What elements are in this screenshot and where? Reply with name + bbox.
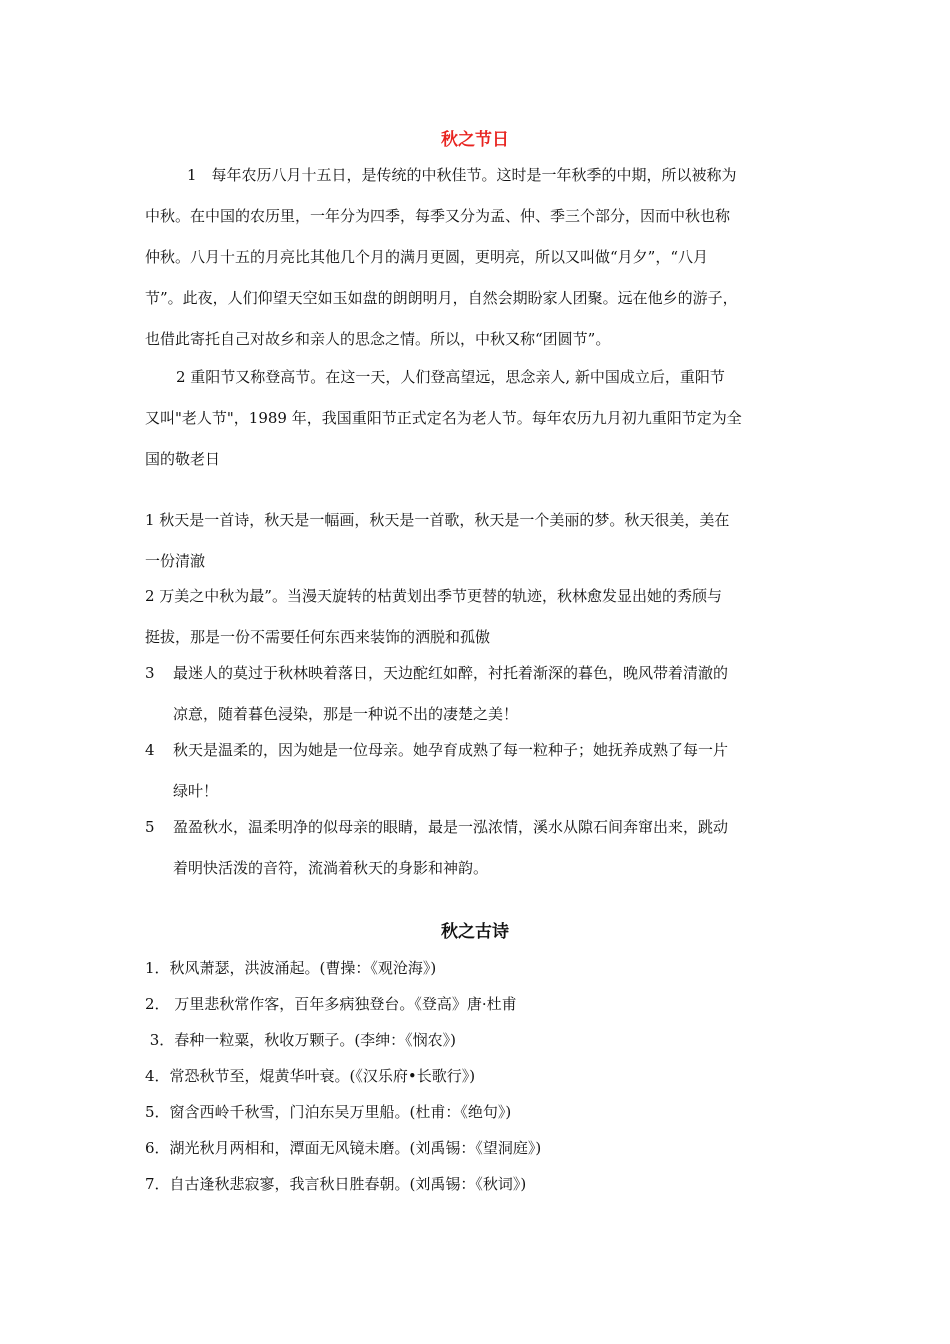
list-item-line: 2 万美之中秋为最”。当漫天旋转的枯黄划出季节更替的轨迹，秋林愈发显出她的秀颀与 (145, 587, 722, 605)
list-item-number: 4 (145, 741, 155, 759)
text-line: 2 重阳节又称登高节。在这一天，人们登高望远，思念亲人, 新中国成立后，重阳节 (176, 368, 725, 386)
poem-line: 5．窗含西岭千秋雪，门泊东吴万里船。(杜甫：《绝句》) (145, 1103, 512, 1121)
list-item-line: 绿叶！ (173, 782, 219, 800)
poem-line: 6．湖光秋月两相和，潭面无风镜未磨。(刘禹锡：《望洞庭》) (145, 1139, 542, 1157)
text-line: 仲秋。八月十五的月亮比其他几个月的满月更圆，更明亮，所以又叫做“月夕”，“八月 (145, 248, 709, 266)
list-item-number: 3 (145, 664, 155, 682)
list-item-line: 盈盈秋水，温柔明净的似母亲的眼睛，最是一泓浓情，溪水从隙石间奔窜出来，跳动 (173, 818, 729, 836)
list-item-line: 挺拔，那是一份不需要任何东西来装饰的洒脱和孤傲 (145, 628, 491, 646)
poem-line: 4．常恐秋节至，焜黄华叶衰。(《汉乐府•长歌行》) (145, 1067, 476, 1085)
text-line: 也借此寄托自己对故乡和亲人的思念之情。所以，中秋又称“团圆节”。 (145, 330, 611, 348)
poem-line: 7．自古逢秋悲寂寥，我言秋日胜春朝。(刘禹锡：《秋词》) (145, 1175, 527, 1193)
text-line: 又叫"老人节"，1989 年，我国重阳节正式定名为老人节。每年农历九月初九重阳节定为全 (145, 409, 742, 427)
poem-line: 2． 万里悲秋常作客，百年多病独登台。《登高》唐·杜甫 (145, 995, 517, 1013)
section-title-poems: 秋之古诗 (441, 922, 509, 942)
text-line: 中秋。在中国的农历里，一年分为四季，每季又分为孟、仲、季三个部分，因而中秋也称 (145, 207, 731, 225)
list-item-line: 1 秋天是一首诗，秋天是一幅画，秋天是一首歌，秋天是一个美丽的梦。秋天很美，美在 (145, 511, 730, 529)
list-item-line: 一份清澈 (145, 552, 206, 570)
poem-line: 1．秋风萧瑟，洪波涌起。(曹操：《观沧海》) (145, 959, 437, 977)
list-item-line: 秋天是温柔的，因为她是一位母亲。她孕育成熟了每一粒种子；她抚养成熟了每一片 (173, 741, 729, 759)
poem-line: 3．春种一粒粟，秋收万颗子。(李绅：《悯农》) (145, 1031, 457, 1049)
list-item-line: 最迷人的莫过于秋林映着落日，天边酡红如醉，衬托着渐深的暮色，晚风带着清澈的 (173, 664, 729, 682)
list-item-line: 着明快活泼的音符，流淌着秋天的身影和神韵。 (173, 859, 489, 877)
text-line: 1 每年农历八月十五日，是传统的中秋佳节。这时是一年秋季的中期，所以被称为 (187, 166, 737, 184)
list-item-number: 5 (145, 818, 155, 836)
section-title-festivals: 秋之节日 (441, 130, 509, 150)
text-line: 节”。此夜，人们仰望天空如玉如盘的朗朗明月，自然会期盼家人团聚。远在他乡的游子， (145, 289, 738, 307)
list-item-line: 凉意，随着暮色浸染，那是一种说不出的凄楚之美！ (173, 705, 519, 723)
text-line: 国的敬老日 (145, 450, 221, 468)
